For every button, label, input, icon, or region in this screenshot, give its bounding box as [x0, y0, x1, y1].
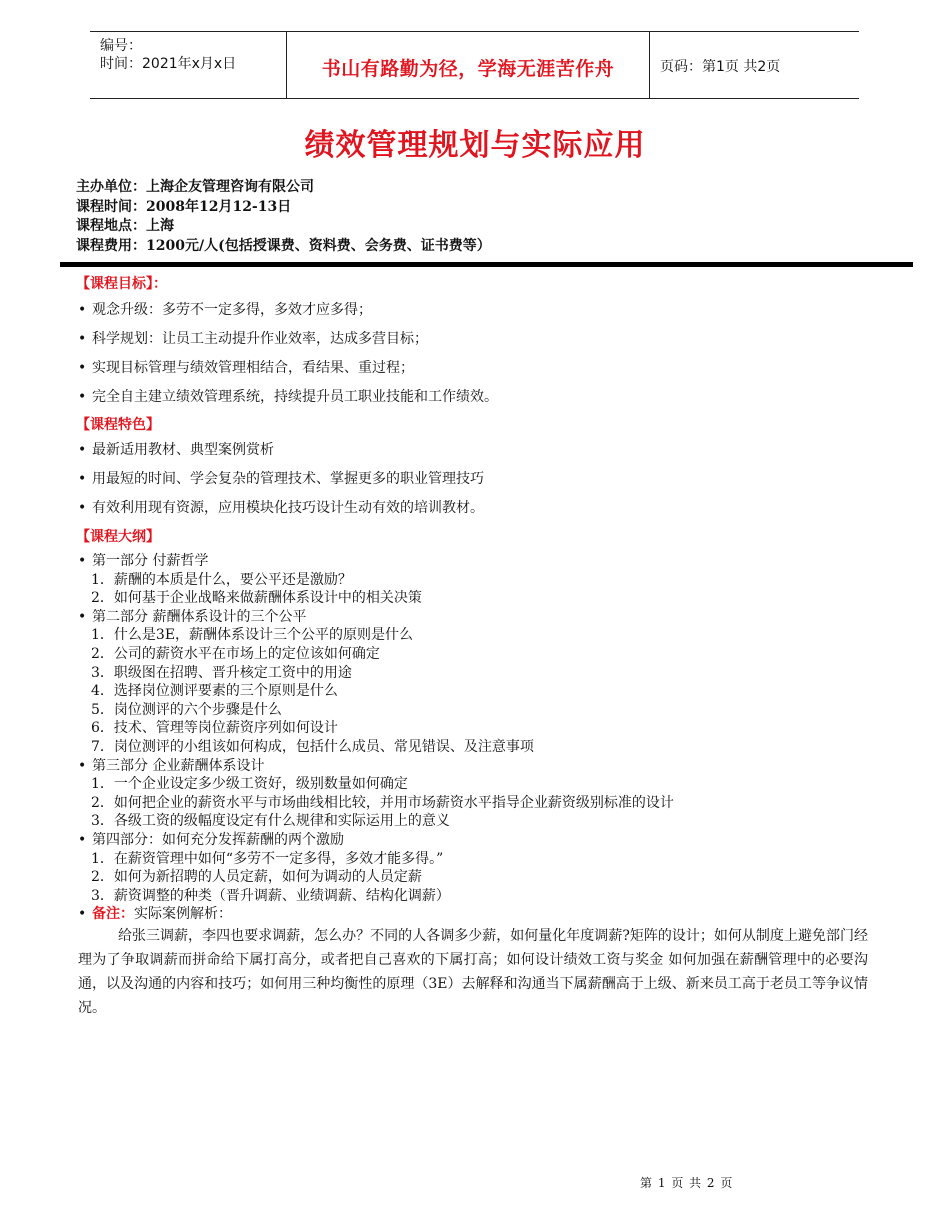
document-header: [90, 31, 859, 99]
part-title-text: 第二部分 薪酬体系设计的三个公平: [92, 608, 307, 625]
list-item-text: 实现目标管理与绩效管理相结合，看结果、重过程；: [92, 360, 414, 376]
list-item: [78, 436, 484, 465]
header-motto-cell: [287, 32, 650, 98]
bullet-icon: •: [78, 302, 87, 318]
outline-part-title: [78, 831, 674, 850]
goals-section-title: 【课程目标】：: [76, 276, 167, 292]
note-label: 备注：: [92, 906, 134, 923]
part-title-text: 第三部分 企业薪酬体系设计: [92, 757, 265, 774]
outline-item: 2．如何基于企业战略来做薪酬体系设计中的相关决策: [91, 590, 422, 607]
outline-item: 1．什么是3E，薪酬体系设计三个公平的原则是什么: [91, 627, 414, 644]
outline-item: 4．选择岗位测评要素的三个原则是什么: [91, 683, 338, 700]
outline-item: 2．公司的薪资水平在市场上的定位该如何确定: [91, 645, 380, 662]
outline-item: 7．岗位测评的小组该如何构成，包括什么成员、常见错误、及注意事项: [91, 738, 534, 755]
part-title-text: 第四部分：如何充分发挥薪酬的两个激励: [92, 831, 344, 848]
outline-item: 3．职级图在招聘、晋升核定工资中的用途: [91, 664, 352, 681]
bullet-icon: •: [78, 757, 87, 774]
list-item-text: 观念升级：多劳不一定多得，多效才应多得；: [92, 302, 372, 318]
features-list: [78, 436, 484, 523]
list-item-text: 完全自主建立绩效管理系统，持续提升员工职业技能和工作绩效。: [92, 389, 498, 405]
bullet-icon: •: [78, 500, 87, 516]
list-item-text: 最新适用教材、典型案例赏析: [92, 442, 274, 458]
list-item: [78, 465, 484, 494]
course-info: [76, 178, 491, 256]
outline-part-title: [78, 757, 674, 776]
bullet-icon: •: [78, 906, 87, 923]
outline-part-title: [78, 608, 674, 627]
info-fee: 课程费用：1200元/人(包括授课费、资料费、会务费、证书费等）: [76, 237, 491, 254]
section-divider: [60, 262, 913, 267]
header-left-cell: [90, 32, 287, 98]
list-item-text: 用最短的时间、学会复杂的管理技术、掌握更多的职业管理技巧: [92, 471, 484, 487]
header-page-cell: [650, 32, 859, 98]
note-text: 实际案例解析：: [134, 906, 232, 923]
outline-item: 2．如何把企业的薪资水平与市场曲线相比较，并用市场薪资水平指导企业薪资级别标准的设计: [91, 794, 674, 811]
page-footer: 第 1 页 共 2 页: [640, 1176, 734, 1190]
info-location: 课程地点：上海: [76, 218, 174, 234]
list-item: [78, 296, 498, 325]
bullet-icon: •: [78, 471, 87, 487]
bullet-icon: •: [78, 831, 87, 848]
outline-item: 3．薪资调整的种类（晋升调薪、业绩调薪、结构化调薪）: [91, 887, 450, 904]
outline-item: 1．薪酬的本质是什么，要公平还是激励？: [91, 571, 352, 588]
outline-item: 1．在薪资管理中如何“多劳不一定多得，多效才能多得。”: [91, 850, 444, 867]
outline-item: 5．岗位测评的六个步骤是什么: [91, 701, 282, 718]
document-time-label: 时间：2021年x月x日: [100, 56, 237, 72]
info-time: 课程时间：2008年12月12-13日: [76, 198, 292, 215]
features-section-title: 【课程特色】: [76, 417, 160, 433]
bullet-icon: •: [78, 553, 87, 569]
header-motto: 书山有路勤为径，学海无涯苦作舟: [321, 58, 615, 80]
header-page-info: 页码：第1页 共2页: [660, 59, 781, 75]
outline-section-title: 【课程大纲】: [76, 529, 160, 545]
bullet-icon: •: [78, 442, 87, 458]
document-number-label: 编号：: [100, 38, 142, 54]
outline-part-title: [78, 552, 674, 571]
bullet-icon: •: [78, 608, 87, 625]
outline-item: 6．技术、管理等岗位薪资序列如何设计: [91, 720, 338, 737]
outline-note: [78, 905, 674, 924]
list-item: [78, 354, 498, 383]
list-item-text: 有效利用现有资源，应用模块化技巧设计生动有效的培训教材。: [92, 500, 484, 516]
case-analysis-paragraph: 给张三调薪，李四也要求调薪，怎么办？不同的人各调多少薪，如何量化年度调薪?矩阵的设计；如何从制度上避免部门经理为了争取调薪而拼命给下属打高分，或者把自己喜欢的下属打高；如何设计绩效工资与奖金 如何加强在薪酬管理中的必要沟通，以及沟通的内容和技巧；如何用三种均衡性的原理（3E）去解释和沟通当下属薪酬高于上级、新来员工高于老员工等争议情况。: [78, 928, 868, 1016]
part-title-text: 第一部分 付薪哲学: [92, 553, 209, 569]
list-item: [78, 383, 498, 412]
goals-list: [78, 296, 498, 412]
list-item: [78, 494, 484, 523]
course-outline: [78, 552, 674, 924]
bullet-icon: •: [78, 389, 87, 405]
outline-item: 1．一个企业设定多少级工资好，级别数量如何确定: [91, 776, 408, 793]
info-organizer: 主办单位：上海企友管理咨询有限公司: [76, 179, 314, 195]
outline-item: 2．如何为新招聘的人员定薪，如何为调动的人员定薪: [91, 869, 422, 886]
page-title: 绩效管理规划与实际应用: [304, 128, 646, 163]
bullet-icon: •: [78, 360, 87, 376]
outline-item: 3．各级工资的级幅度设定有什么规律和实际运用上的意义: [91, 813, 450, 830]
list-item: [78, 325, 498, 354]
list-item-text: 科学规划：让员工主动提升作业效率，达成多营目标；: [92, 331, 428, 347]
bullet-icon: •: [78, 331, 87, 347]
